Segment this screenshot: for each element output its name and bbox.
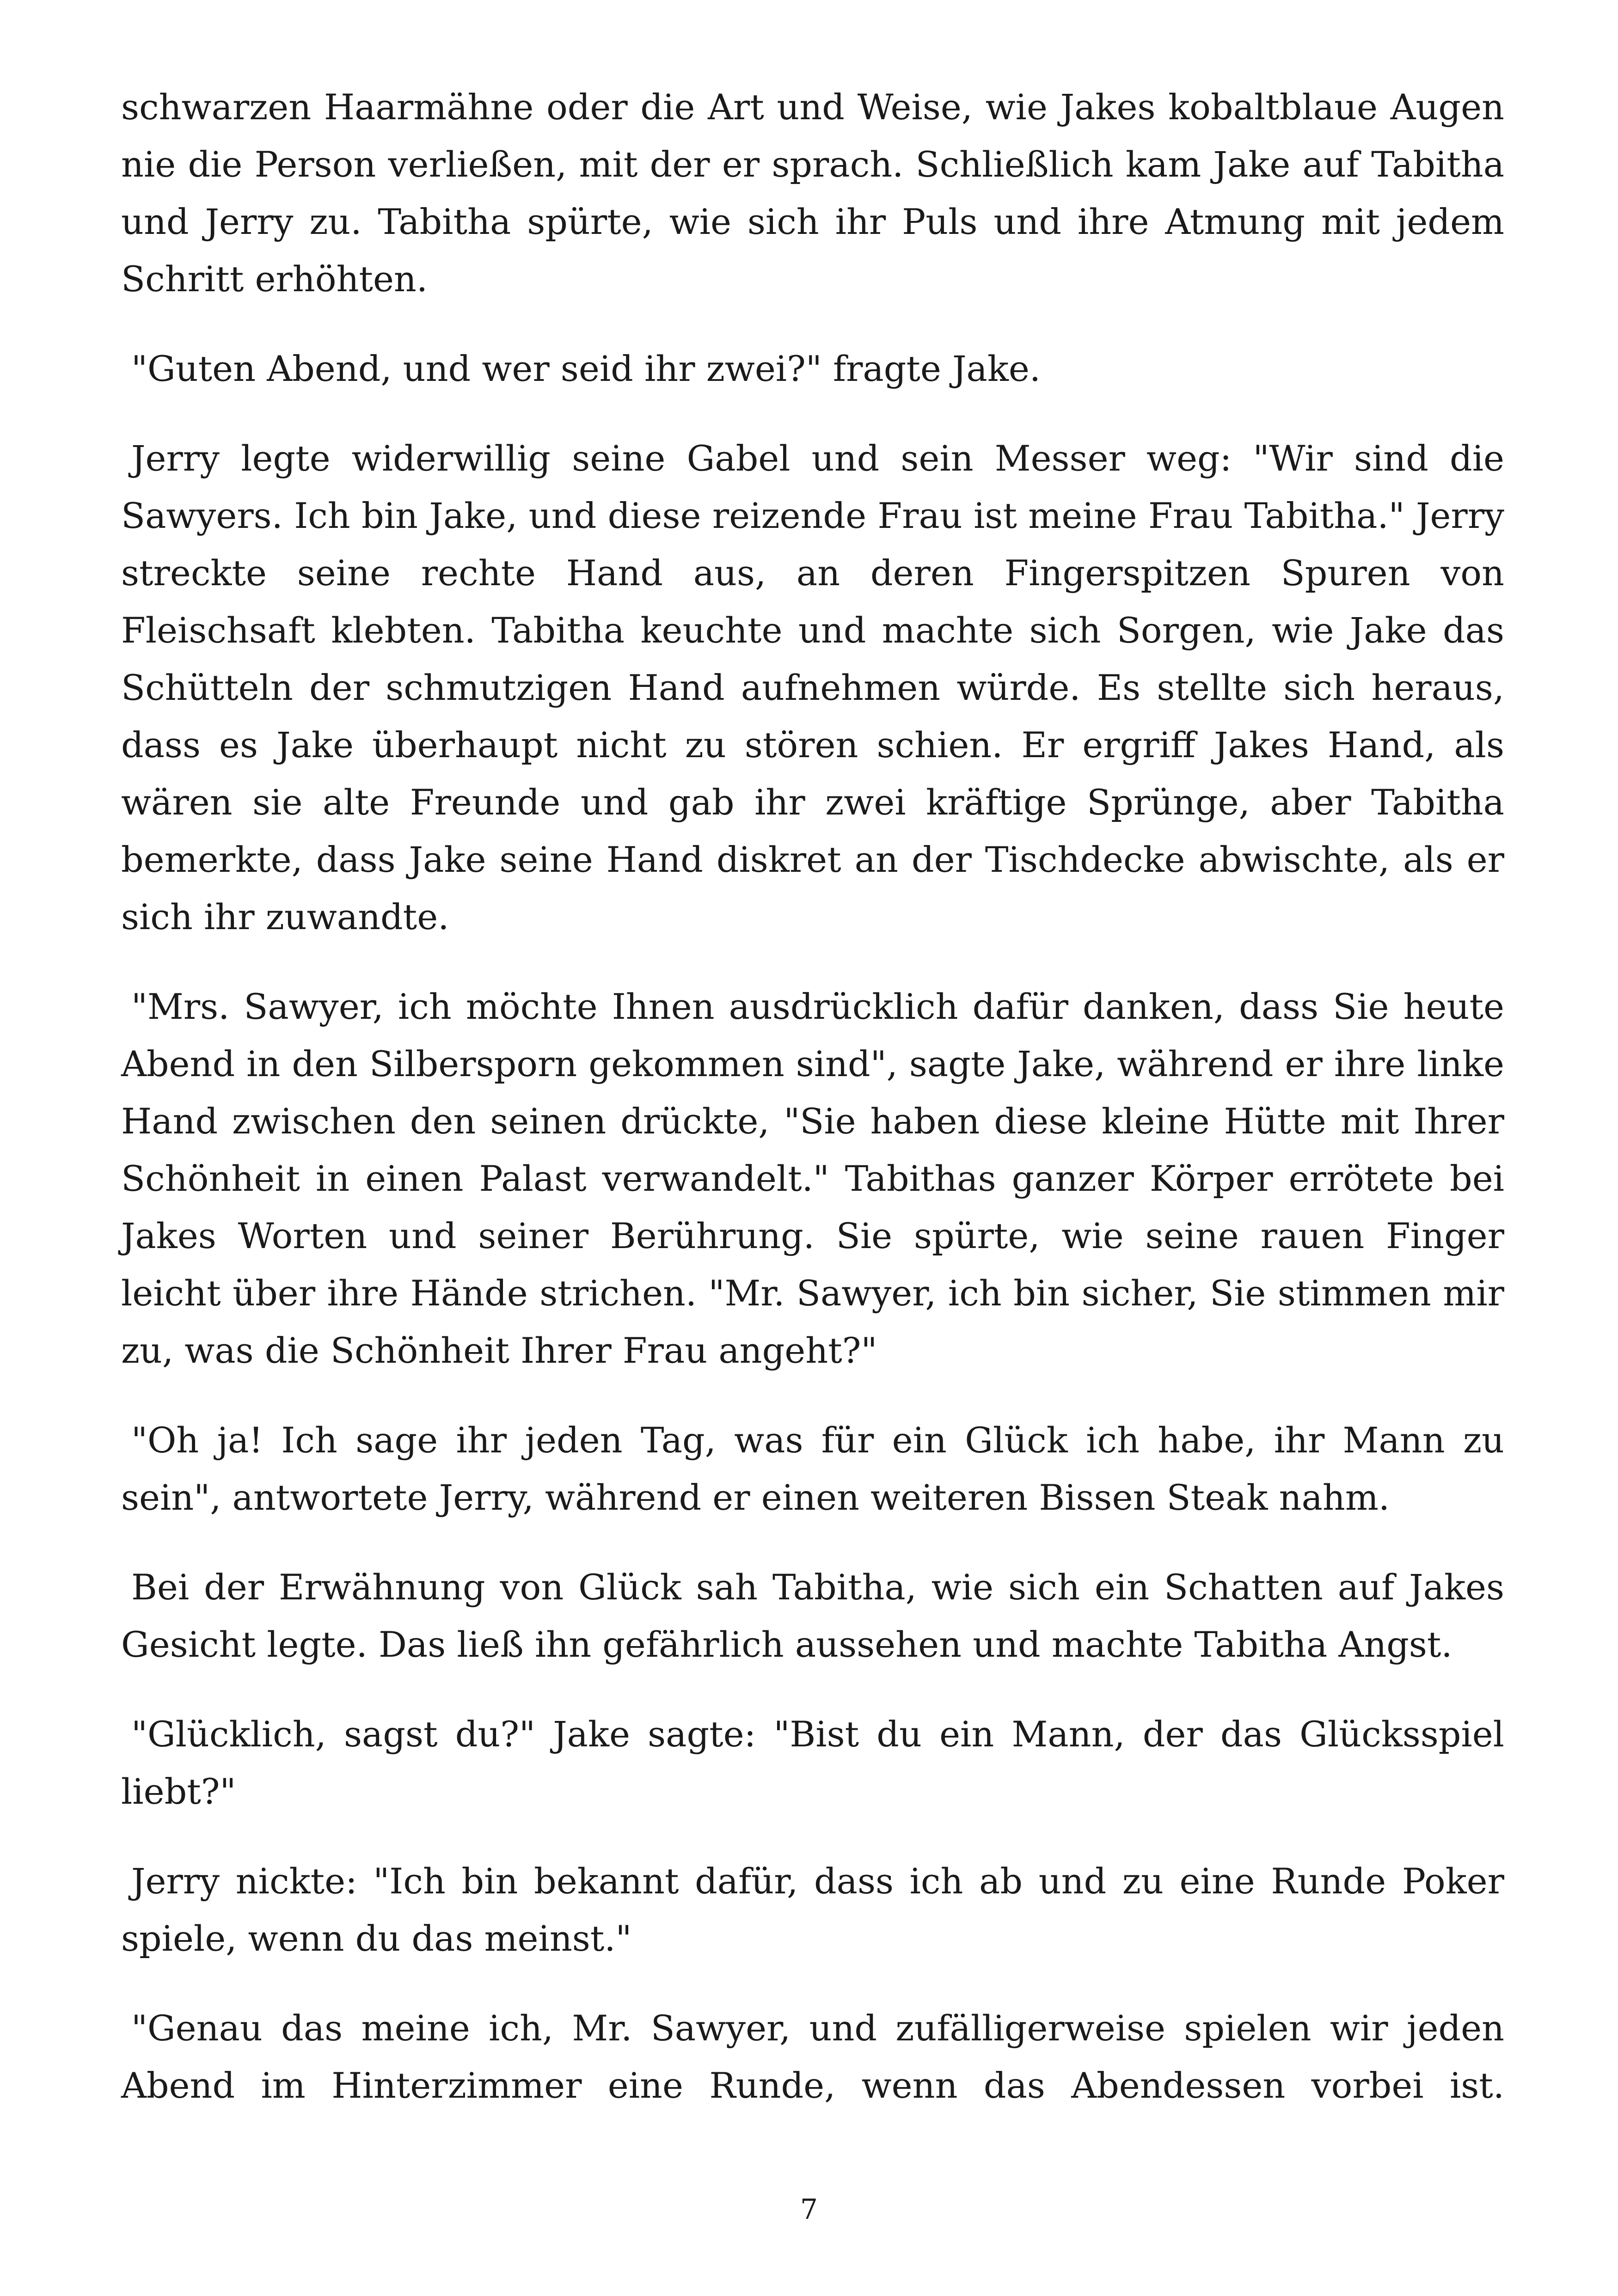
paragraph-7: "Glücklich, sagst du?" Jake sagte: "Bist du ein Mann, der das Glücksspiel liebt?" [121,1714,1504,1812]
text-body [121,79,1504,2114]
paragraph-5: "Oh ja! Ich sage ihr jeden Tag, was für ein Glück ich habe, ihr Mann zu sein", antwortete Jerry, während er einen weiteren Bissen Steak nahm. [121,1420,1504,1518]
paragraph-4: "Mrs. Sawyer, ich möchte Ihnen ausdrücklich dafür danken, dass Sie heute Abend in den Silbersporn gekommen sind", sagte Jake, während er ihre linke Hand zwischen den seinen drückte, "Sie haben diese kleine Hütte mit Ihrer Schönheit in einen Palast verwandelt." Tabithas ganzer Körper errötete bei Jakes Worten und seiner Berührung. Sie spürte, wie seine rauen Finger leicht über ihre Hände strichen. "Mr. Sawyer, ich bin sicher, Sie stimmen mir zu, was die Schönheit Ihrer Frau angeht?" [121,986,1504,1371]
paragraph-8: Jerry nickte: "Ich bin bekannt dafür, dass ich ab und zu eine Runde Poker spiele, wenn du das meinst." [121,1861,1504,1959]
paragraph-1: schwarzen Haarmähne oder die Art und Weise, wie Jakes kobaltblaue Augen nie die Person verließen, mit der er sprach. Schließlich kam Jake auf Tabitha und Jerry zu. Tabitha spürte, wie sich ihr Puls und ihre Atmung mit jedem Schritt erhöhten. [121,86,1504,300]
paragraph-6: Bei der Erwähnung von Glück sah Tabitha, wie sich ein Schatten auf Jakes Gesicht legte. Das ließ ihn gefährlich aussehen und machte Tabitha Angst. [121,1567,1504,1665]
paragraph-3: Jerry legte widerwillig seine Gabel und sein Messer weg: "Wir sind die Sawyers. Ich bin Jake, und diese reizende Frau ist meine Frau Tabitha." Jerry streckte seine rechte Hand aus, an deren Fingerspitzen Spuren von Fleischsaft klebten. Tabitha keuchte und machte sich Sorgen, wie Jake das Schütteln der schmutzigen Hand aufnehmen würde. Es stellte sich heraus, dass es Jake überhaupt nicht zu stören schien. Er ergriff Jakes Hand, als wären sie alte Freunde und gab ihr zwei kräftige Sprünge, aber Tabitha bemerkte, dass Jake seine Hand diskret an der Tischdecke abwischte, als er sich ihr zuwandte. [121,438,1504,937]
paragraph-9: "Genau das meine ich, Mr. Sawyer, und zufälligerweise spielen wir jeden Abend im Hinterzimmer eine Runde, wenn das Abendessen vorbei ist. [121,2008,1504,2106]
page-number: 7 [800,2193,818,2226]
paragraph-2: "Guten Abend, und wer seid ihr zwei?" fragte Jake. [131,348,1041,389]
